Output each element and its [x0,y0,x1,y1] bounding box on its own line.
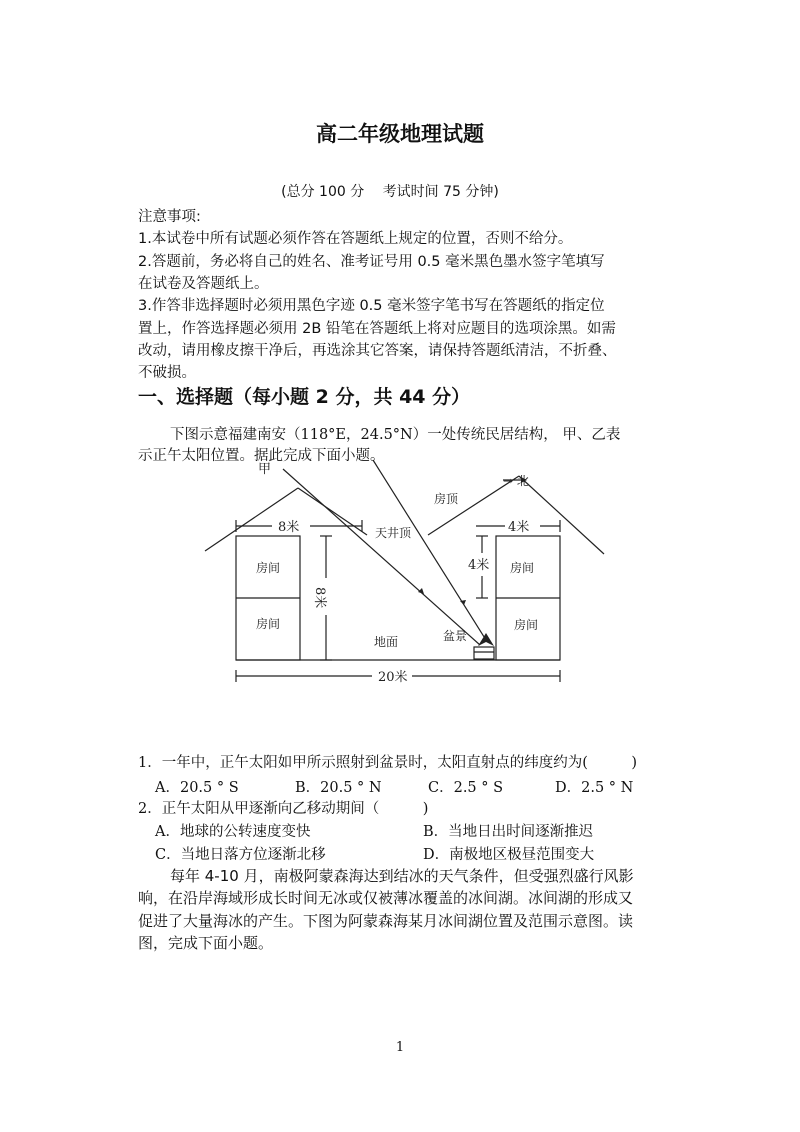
question-1-option-a: A．20.5 ° S [155,780,239,796]
bonsai-pot [474,647,494,659]
room-label: 房间 [256,617,281,631]
question-1-stem: 1．一年中，正午太阳如甲所示照射到盆景时，太阳直射点的纬度约为( ) [138,755,638,771]
intro-line: 下图示意福建南安（118°E，24.5°N）一处传统民居结构， 甲、乙表 [170,427,621,443]
notice-line: 1.本试卷中所有试题必须作答在答题纸上规定的位置，否则不给分。 [138,231,573,247]
page-number: 1 [395,1040,405,1055]
question-2-stem: 2．正午太阳从甲逐渐向乙移动期间（ ) [138,801,429,817]
para2-line: 每年 4-10 月，南极阿蒙森海达到结冰的天气条件，但受强烈盛行风影 [170,867,634,885]
question-2-option-a: A．地球的公转速度变快 [155,824,311,840]
left-roof-line [298,488,367,535]
room-label: 房间 [256,561,281,575]
sun-a-label: 甲 [258,462,272,477]
north-label: → 北 [503,474,529,488]
notice-line: 置上，作答选择题必须用 2B 铅笔在答题纸上将对应题目的选项涂黑。如需 [138,321,616,337]
width-left-label: 8米 [278,520,300,535]
notice-line: 2.答题前，务必将自己的姓名、准考证号用 0.5 毫米黑色墨水签字笔填写 [138,254,605,270]
section-title: 一、选择题（每小题 2 分，共 44 分） [138,386,471,408]
height-8-label: 8米 [312,587,327,609]
exam-title: 高二年级地理试题 [316,122,484,146]
notice-line: 不破损。 [138,365,196,381]
right-roof-line [519,476,604,554]
exam-subtitle: (总分 100 分 考试时间 75 分钟) [281,184,499,200]
para2-line: 响，在沿岸海域形成长时间无冰或仅被薄冰覆盖的冰间湖。冰间湖的形成又 [138,889,634,907]
question-2-option-d: D．南极地区极昼范围变大 [423,847,595,863]
room-label: 房间 [514,618,539,632]
width-right-label: 4米 [508,520,530,535]
notice-line: 在试卷及答题纸上。 [138,276,269,292]
room-label: 房间 [510,561,535,575]
question-1-option-c: C．2.5 ° S [428,780,504,796]
skylight-label: 天井顶 [375,526,412,540]
height-4-label: 4米 [468,558,490,573]
question-1-option-b: B．20.5 ° N [295,780,382,796]
bonsai-plant-icon [478,633,494,646]
question-2-option-b: B．当地日出时间逐渐推迟 [423,824,594,840]
sun-ray-b [373,460,486,640]
notice-line: 改动，请用橡皮擦干净后，再选涂其它答案，请保持答题纸清洁，不折叠、 [138,343,617,359]
para2-line: 图，完成下面小题。 [138,934,274,952]
intro-line: 示正午太阳位置。据此完成下面小题。 [138,448,385,464]
bonsai-label: 盆景 [443,629,468,643]
question-1-option-d: D．2.5 ° N [555,780,634,796]
para2-line: 促进了大量海冰的产生。下图为阿蒙森海某月冰间湖位置及范围示意图。读 [138,912,634,930]
roof-label: 房顶 [434,492,459,506]
notice-heading: 注意事项: [138,209,201,225]
total-width-label: 20米 [378,670,408,685]
ground-label: 地面 [374,635,399,649]
notice-line: 3.作答非选择题时必须用黑色字迹 0.5 毫米签字笔书写在答题纸的指定位 [138,298,605,314]
question-2-option-c: C．当地日落方位逐渐北移 [155,847,326,863]
